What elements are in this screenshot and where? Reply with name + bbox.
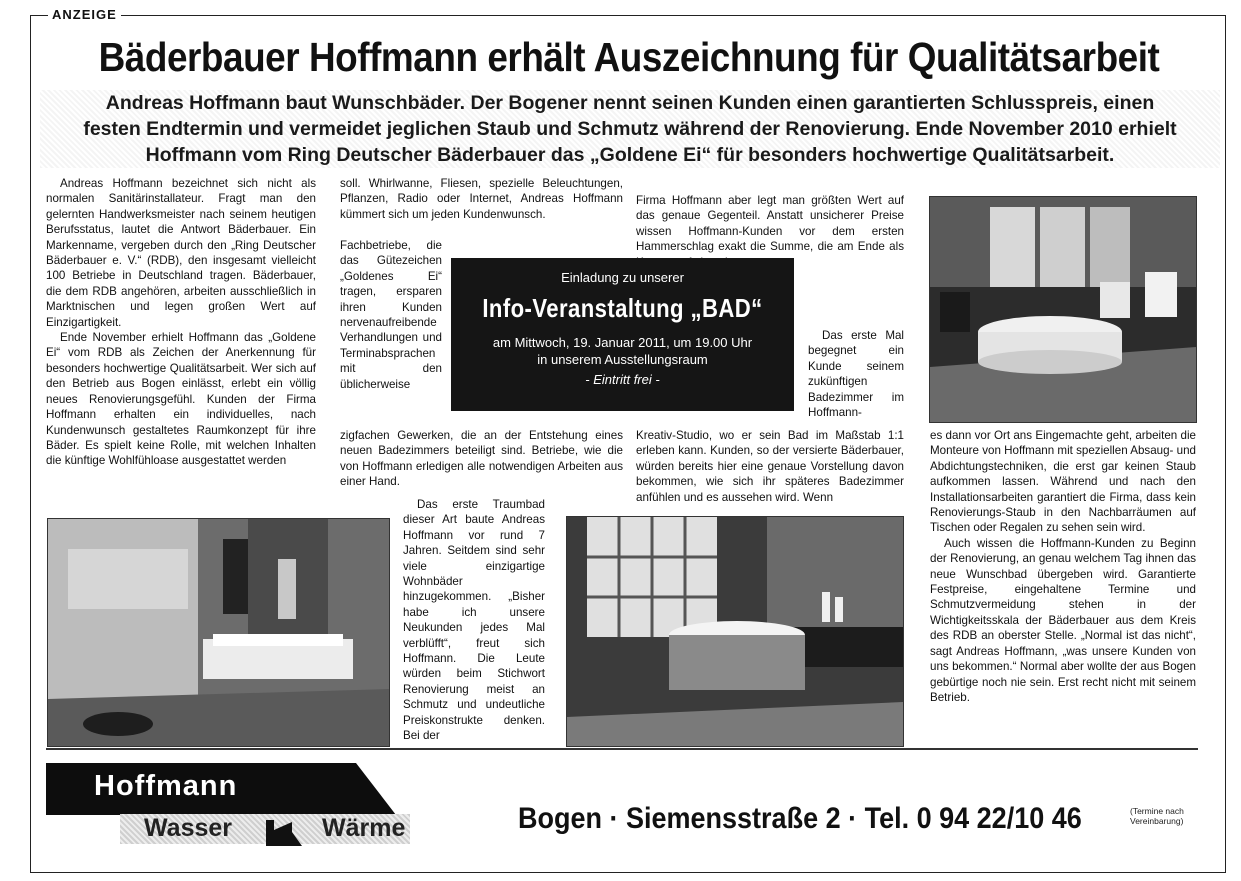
appointment-note <box>1130 806 1184 826</box>
col3-narrow-text: Das erste Mal begegnet ein Kunde seinem zukünftigen Badezimmer im Hoffmann- <box>808 329 904 420</box>
bathroom-photo-image-3 <box>567 517 903 746</box>
col3-top-text: Firma Hoffmann aber legt man größten Wert auf das genaue Gegenteil. Anstatt unsicherer Preise wissen Hoffmann-Kunden vor dem ersten Hammerschlag exakt die Summe, die am Ende als <box>636 194 904 254</box>
article-column-2-lower <box>403 497 545 744</box>
appointment-note-line-2: Vereinbarung) <box>1130 816 1184 826</box>
col3-bottom-text: Kreativ-Studio, wo er sein Bad im Maßstab 1:1 erleben kann. Kunden, so der versierte Bäderbauer, würden bereits hier eine genaue Vorstellung davon bekommen, wie sich ihr späteres Badezimmer anfühlen und es aussehen wird. Wenn <box>636 429 904 504</box>
info-title: Info-Veranstaltung „BAD“ <box>482 293 763 323</box>
logo-word-waerme: Wärme <box>322 814 406 842</box>
company-name: Hoffmann <box>94 770 238 802</box>
headline: Bäderbauer Hoffmann erhält Auszeichnung für Qualitätsarbeit <box>98 34 1160 80</box>
subhead-line-1: Andreas Hoffmann baut Wunschbäder. Der Bogener nennt seinen Kunden einen garantierten Schlusspreis, einen <box>105 92 1155 114</box>
bathroom-photo-oval-tub <box>566 516 904 747</box>
logo-emblem-icon <box>262 818 306 848</box>
info-event-box <box>451 258 794 411</box>
col2-top-text: soll. Whirlwanne, Fliesen, spezielle Beleuchtungen, Pflanzen, Radio oder Internet, Andreas Hoffmann kümmert sich um jeden Kundenwunsch. <box>340 177 623 221</box>
bathroom-photo-image <box>930 197 1196 422</box>
article-column-3-narrow <box>808 328 904 420</box>
bathroom-photo-freestanding-tub <box>929 196 1197 423</box>
col2-lower-text: Das erste Traumbad dieser Art baute Andreas Hoffmann vor rund 7 Jahren. Seitdem sind sehr viele einzigartige Wohnbäder hinzugekommen. „Bisher habe ich unsere Neukunden jedes Mal verblüfft“, freut sich Hoffmann. Die Leute würden beim Stichwort Renovierung meist an Schmutz und undeutliche Preiskonstrukte denken. Bei der <box>403 498 545 743</box>
info-location: in unserem Ausstellungsraum <box>537 352 708 367</box>
article-column-2-bottom <box>340 428 623 490</box>
article-column-4 <box>930 428 1196 705</box>
ad-label: ANZEIGE <box>48 7 121 22</box>
company-address: Bogen · Siemensstraße 2 · Tel. 0 94 22/10 46 <box>518 802 1082 835</box>
subhead-line-3: Hoffmann vom Ring Deutscher Bäderbauer das „Goldene Ei“ für besonders hochwertige Qualitätsarbeit. <box>145 144 1115 166</box>
bathroom-photo-modern-bathtub <box>47 518 390 747</box>
col4-paragraph-1: es dann vor Ort ans Eingemachte geht, arbeiten die Monteure von Hoffmann mit speziellen Absaug- und Abdichtungstechniken, die erst gar keinen Staub aufkommen lassen. Während und nach den Installationsarbeiten garantiert die Firma, dass kein Renovierungs-Staub in den Nachbarräumen auf Tischen oder Regalen zu sehen sein wird. <box>930 429 1196 535</box>
info-date: am Mittwoch, 19. Januar 2011, um 19.00 Uhr <box>492 335 753 350</box>
article-column-3-bottom <box>636 428 904 505</box>
footer-divider <box>46 748 1198 750</box>
subhead-line-2: festen Endtermin und vermeidet jeglichen Staub und Schmutz während der Renovierung. Ende November 2010 erhielt <box>83 118 1177 140</box>
col4-paragraph-2: Auch wissen die Hoffmann-Kunden zu Beginn der Renovierung, an genau welchem Tag ihnen das neue Wunschbad übergeben wird. Garantierte Festpreise, eingehaltene Termine und Schmutzvermeidung stehen in der Wichtigkeitsskala der Bäderbauer aus dem Kreis des RDB an oberster Stelle. „Normal ist das nicht“, sagt Andreas Hoffmann, „was unsere Kunden von uns bekommen.“ Normal aber wollte der aus Bogen gebürtige noch nie sein. Erst recht nicht mit seinem Betrieb. <box>930 536 1196 704</box>
article-column-1 <box>46 176 316 469</box>
article-column-2-top <box>340 176 623 222</box>
col2-bottom-text: zigfachen Gewerken, die an der Entstehung eines neuen Badezimmers beteiligt sind. Betriebe, wie die von Hoffmann erledigen alle notwendigen Arbeiten aus einer Hand. <box>340 429 623 489</box>
article-column-2-narrow <box>340 238 442 392</box>
col2-narrow-text: Fachbetriebe, die das Gütezeichen „Goldenes Ei“ tragen, ersparen ihren Kunden nervenaufreibende Verhandlungen und Terminabsprachen mit den üblicherweise <box>340 239 442 391</box>
subheadline <box>40 90 1220 168</box>
col1-paragraph-2: Ende November erhielt Hoffmann das „Goldene Ei“ vom RDB als Zeichen der Anerkennung für besonders hochwertige Qualitätsarbeit. Wer sich auf den Betrieb aus Bogen einlässt, erlebt ein völlig neues Renovierungsgefühl. Kunden der Firma Hoffmann erhalten ein individuelles, nach Kundenwunsch gestaltetes Raumkonzept für ihre Bäder. Es spielt keine Rolle, mit welchen Inhalten die künftige Wohlfühloase ausgestattet werden <box>46 331 316 468</box>
col1-paragraph-1: Andreas Hoffmann bezeichnet sich nicht als normalen Sanitärinstallateur. Fragt man den gelernten Handwerksmeister nach seinem heutigen Berufsstatus, lautet die Antwort Bäderbauer. Ein Markenname, vergeben durch den „Ring Deutscher Bäderbauer e. V.“ (RDB), den insgesamt vielleicht 100 Betriebe in Deutschland tragen. Bäderbauer, die dem RDB angehören, arbeiten ausschließlich in Marktnischen und legen großen Wert auf Einzigartigkeit. <box>46 177 316 329</box>
appointment-note-line-1: (Termine nach <box>1130 806 1184 816</box>
bathroom-photo-image-2 <box>48 519 389 746</box>
logo-word-wasser: Wasser <box>144 814 233 842</box>
info-admission: - Eintritt frei - <box>585 372 660 387</box>
info-invitation: Einladung zu unserer <box>561 270 684 285</box>
